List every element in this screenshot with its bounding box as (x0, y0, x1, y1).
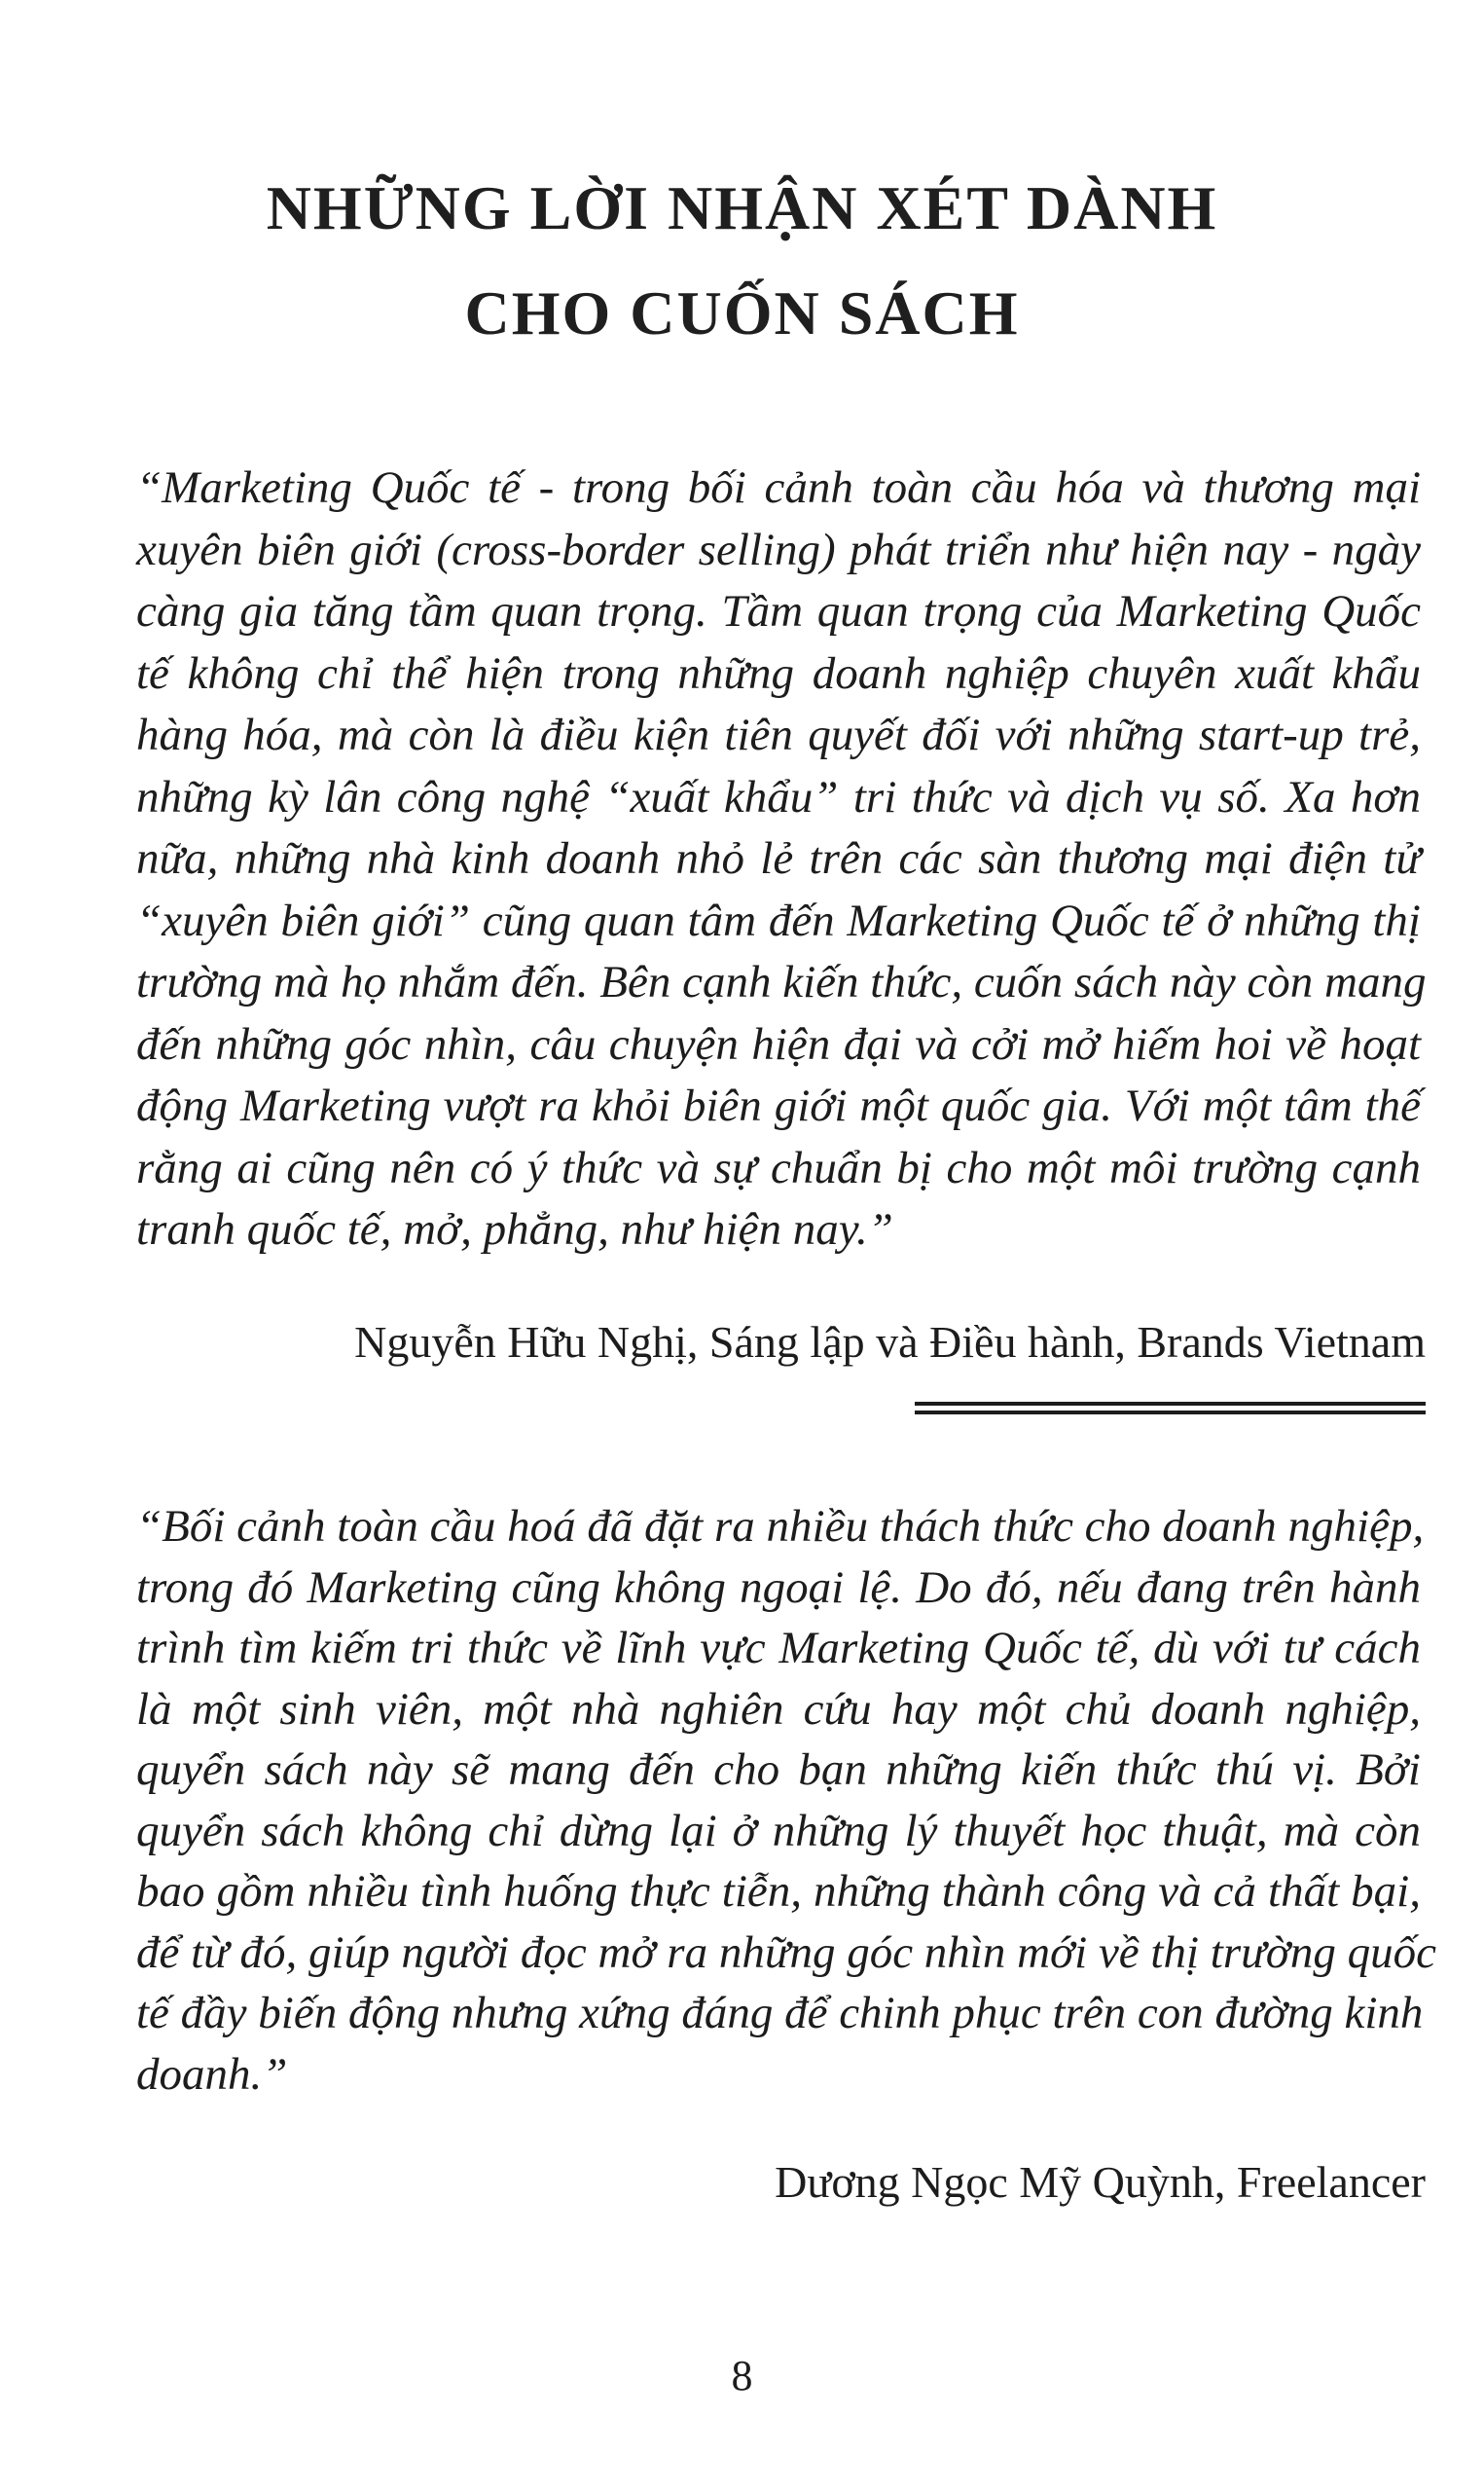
quote-line: bao gồm nhiều tình huống thực tiễn, những thành công và cả thất bại, (136, 1866, 1421, 1917)
quote-line: “Bối cảnh toàn cầu hoá đã đặt ra nhiều thách thức cho doanh nghiệp, (136, 1501, 1425, 1552)
review-attribution-2: Dương Ngọc Mỹ Quỳnh, Freelancer (775, 2157, 1426, 2207)
quote-line: những kỳ lân công nghệ “xuất khẩu” tri thức và dịch vụ số. Xa hơn (136, 771, 1421, 823)
divider-rule-top (915, 1402, 1426, 1406)
review-attribution-1: Nguyễn Hữu Nghị, Sáng lập và Điều hành, Brands Vietnam (354, 1317, 1426, 1367)
page-number: 8 (731, 2352, 753, 2400)
quote-line: “xuyên biên giới” cũng quan tâm đến Marketing Quốc tế ở những thị (136, 895, 1421, 946)
quote-line: là một sinh viên, một nhà nghiên cứu hay một chủ doanh nghiệp, (136, 1683, 1421, 1735)
title-line-2: CHO CUỐN SÁCH (464, 278, 1020, 348)
quote-line: nữa, những nhà kinh doanh nhỏ lẻ trên các sàn thương mại điện tử (136, 833, 1421, 884)
review-quote-2 (136, 1496, 1436, 2105)
quote-line: hàng hóa, mà còn là điều kiện tiên quyết đối với những start-up trẻ, (136, 710, 1421, 760)
page-title (0, 156, 1484, 366)
quote-line: rằng ai cũng nên có ý thức và sự chuẩn bị cho một môi trường cạnh (136, 1142, 1421, 1193)
review-quote-1 (136, 458, 1427, 1262)
quote-line: để từ đó, giúp người đọc mở ra những góc nhìn mới về thị trường quốc (136, 1926, 1436, 1978)
quote-line: trường mà họ nhắm đến. Bên cạnh kiến thức, cuốn sách này còn mang (136, 957, 1427, 1008)
quote-line: trình tìm kiếm tri thức về lĩnh vực Marketing Quốc tế, dù với tư cách (136, 1623, 1421, 1673)
quote-line: quyển sách này sẽ mang đến cho bạn những kiến thức thú vị. Bởi (136, 1744, 1421, 1795)
quote-line: trong đó Marketing cũng không ngoại lệ. Do đó, nếu đang trên hành (136, 1561, 1421, 1613)
quote-line: tế không chỉ thể hiện trong những doanh nghiệp chuyên xuất khẩu (136, 647, 1421, 699)
quote-line: càng gia tăng tầm quan trọng. Tầm quan trọng của Marketing Quốc (136, 586, 1421, 637)
quote-line: tế đầy biến động nhưng xứng đáng để chinh phục trên con đường kinh (136, 1988, 1424, 2038)
quote-line: xuyên biên giới (cross-border selling) phát triển như hiện nay - ngày (136, 524, 1421, 575)
quote-line: đến những góc nhìn, câu chuyện hiện đại và cởi mở hiếm hoi về hoạt (136, 1018, 1421, 1070)
section-divider (915, 1402, 1426, 1419)
title-line-1: NHỮNG LỜI NHẬN XÉT DÀNH (266, 173, 1218, 242)
quote-line: “Marketing Quốc tế - trong bối cảnh toàn cầu hóa và thương mại (136, 462, 1421, 513)
divider-rule-bottom (915, 1411, 1426, 1414)
quote-line: quyển sách không chỉ dừng lại ở những lý thuyết học thuật, mà còn (136, 1805, 1421, 1856)
quote-line: tranh quốc tế, mở, phẳng, như hiện nay.” (136, 1204, 893, 1255)
quote-line: doanh.” (136, 2048, 288, 2100)
quote-line: động Marketing vượt ra khỏi biên giới một quốc gia. Với một tâm thế (136, 1081, 1421, 1131)
